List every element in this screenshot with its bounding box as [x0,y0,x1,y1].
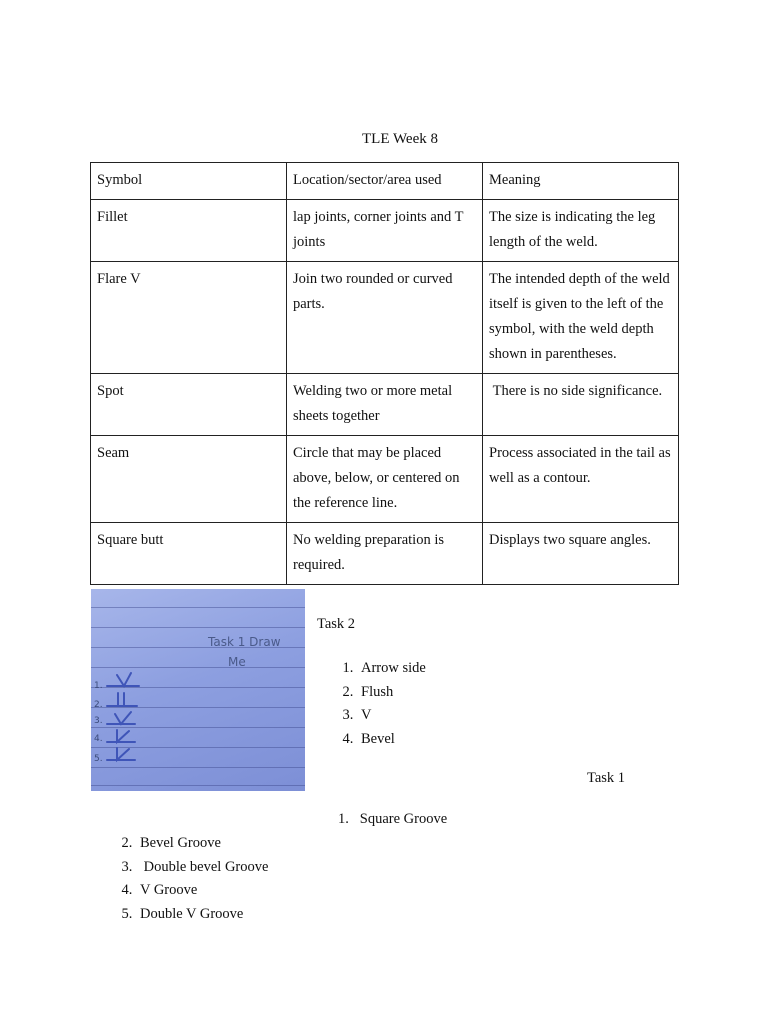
sketch-symbol [107,730,135,742]
table-cell: There is no side significance. [483,374,679,436]
header-cell: Meaning [483,163,679,200]
sketch-symbol [107,748,135,760]
table-cell: Process associated in the tail as well as a contour. [483,436,679,523]
task2-label: Task 2 [317,616,356,632]
table-cell: The intended depth of the weld itself is given to the left of the symbol, with the weld depth shown in parentheses. [483,262,679,374]
list-item: 2. Flush [357,681,426,705]
list-item: 2. Bevel Groove [136,832,268,856]
table-row [91,200,679,262]
weld-symbol-table [90,162,679,585]
list-item: 3. Double bevel Groove [136,856,268,880]
photo-number: 3. [94,716,103,726]
table-header-row [91,163,679,200]
table-cell: Square butt [91,523,287,585]
handwritten-notebook-photo [91,589,305,791]
sketch-symbol [107,693,137,706]
table-cell: Seam [91,436,287,523]
sketch-symbol [107,712,135,724]
task1-first-item [338,811,447,828]
table-cell: Flare V [91,262,287,374]
table-cell: The size is indicating the leg length of the weld. [483,200,679,262]
table-cell: Welding two or more metal sheets together [287,374,483,436]
list-item: 1. Arrow side [357,657,426,681]
list-item: 5. Double V Groove [136,903,268,927]
table-cell: Join two rounded or curved parts. [287,262,483,374]
photo-number: 2. [94,700,103,710]
table-cell: No welding preparation is required. [287,523,483,585]
table-row [91,374,679,436]
task2-list [317,657,426,751]
list-item-text: Square Groove [359,811,448,827]
table-row [91,262,679,374]
list-item: 3. V [357,704,426,728]
photo-number: 5. [94,754,103,764]
photo-number: 4. [94,734,103,744]
sketch-symbol [107,673,139,686]
table-row [91,523,679,585]
photo-subheading: Me [228,655,246,669]
weld-symbol-sketches [91,589,305,791]
table-cell: Fillet [91,200,287,262]
table-cell: lap joints, corner joints and T joints [287,200,483,262]
table-cell: Displays two square angles. [483,523,679,585]
list-item: 4. Bevel [357,728,426,752]
table-row [91,436,679,523]
list-item: 4. V Groove [136,879,268,903]
list-number: 1. [338,811,349,827]
header-cell: Location/sector/area used [287,163,483,200]
photo-heading: Task 1 Draw [208,635,281,649]
photo-number: 1. [94,681,103,691]
header-cell: Symbol [91,163,287,200]
task1-list [92,832,268,926]
task1-label: Task 1 [587,770,626,786]
page-title: TLE Week 8 [362,131,438,147]
table-cell: Spot [91,374,287,436]
table-cell: Circle that may be placed above, below, or centered on the reference line. [287,436,483,523]
